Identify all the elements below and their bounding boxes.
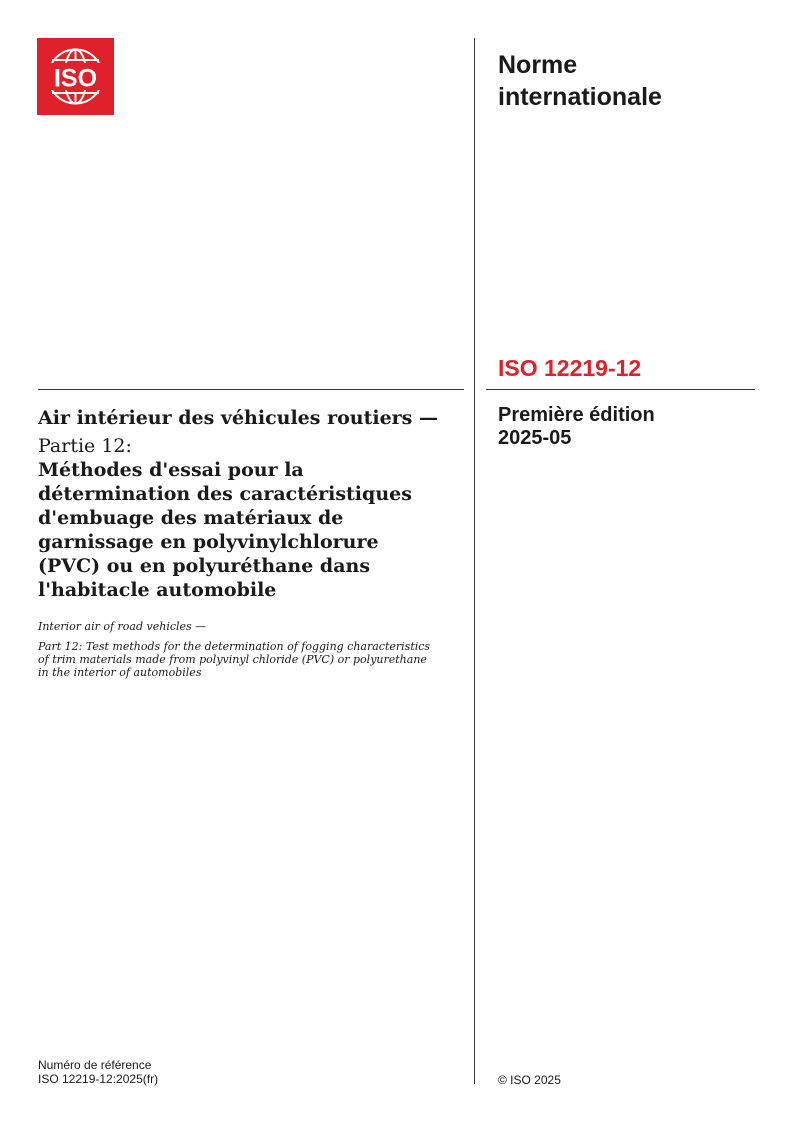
horizontal-divider-right <box>486 389 755 390</box>
reference-number <box>38 1058 158 1086</box>
edition-info <box>498 404 655 450</box>
english-title-block <box>38 620 438 679</box>
document-type <box>498 49 758 113</box>
iso-logo <box>37 38 114 115</box>
standard-number: ISO 12219-12 <box>498 355 642 381</box>
document-type-line2: internationale <box>498 83 662 111</box>
english-main-title: Interior air of road vehicles — <box>38 620 207 633</box>
vertical-divider <box>474 38 475 1084</box>
reference-label: Numéro de référence <box>38 1058 152 1072</box>
title-block <box>38 407 438 686</box>
document-type-line1: Norme <box>498 51 578 79</box>
edition-date: 2025-05 <box>498 427 572 449</box>
copyright: © ISO 2025 <box>498 1073 561 1087</box>
horizontal-divider-left <box>38 389 464 390</box>
reference-value: ISO 12219-12:2025(fr) <box>38 1072 159 1086</box>
iso-globe-icon <box>37 38 114 115</box>
edition-label: Première édition <box>498 404 655 426</box>
english-part-title: Part 12: Test methods for the determination of fogging characteristics of trim materials made from polyvinyl chloride (PVC) or polyurethane in the interior of automobiles <box>38 640 431 679</box>
part-label: Partie 12: <box>38 435 132 457</box>
svg-text:ISO: ISO <box>53 64 98 93</box>
part-title: Méthodes d'essai pour la détermination des caractéristiques d'embuage des matériaux de garnissage en polyvinylchlorure (PVC) ou en polyuréthane dans l'habitacle automobile <box>38 459 412 601</box>
main-title: Air intérieur des véhicules routiers — <box>38 407 438 429</box>
